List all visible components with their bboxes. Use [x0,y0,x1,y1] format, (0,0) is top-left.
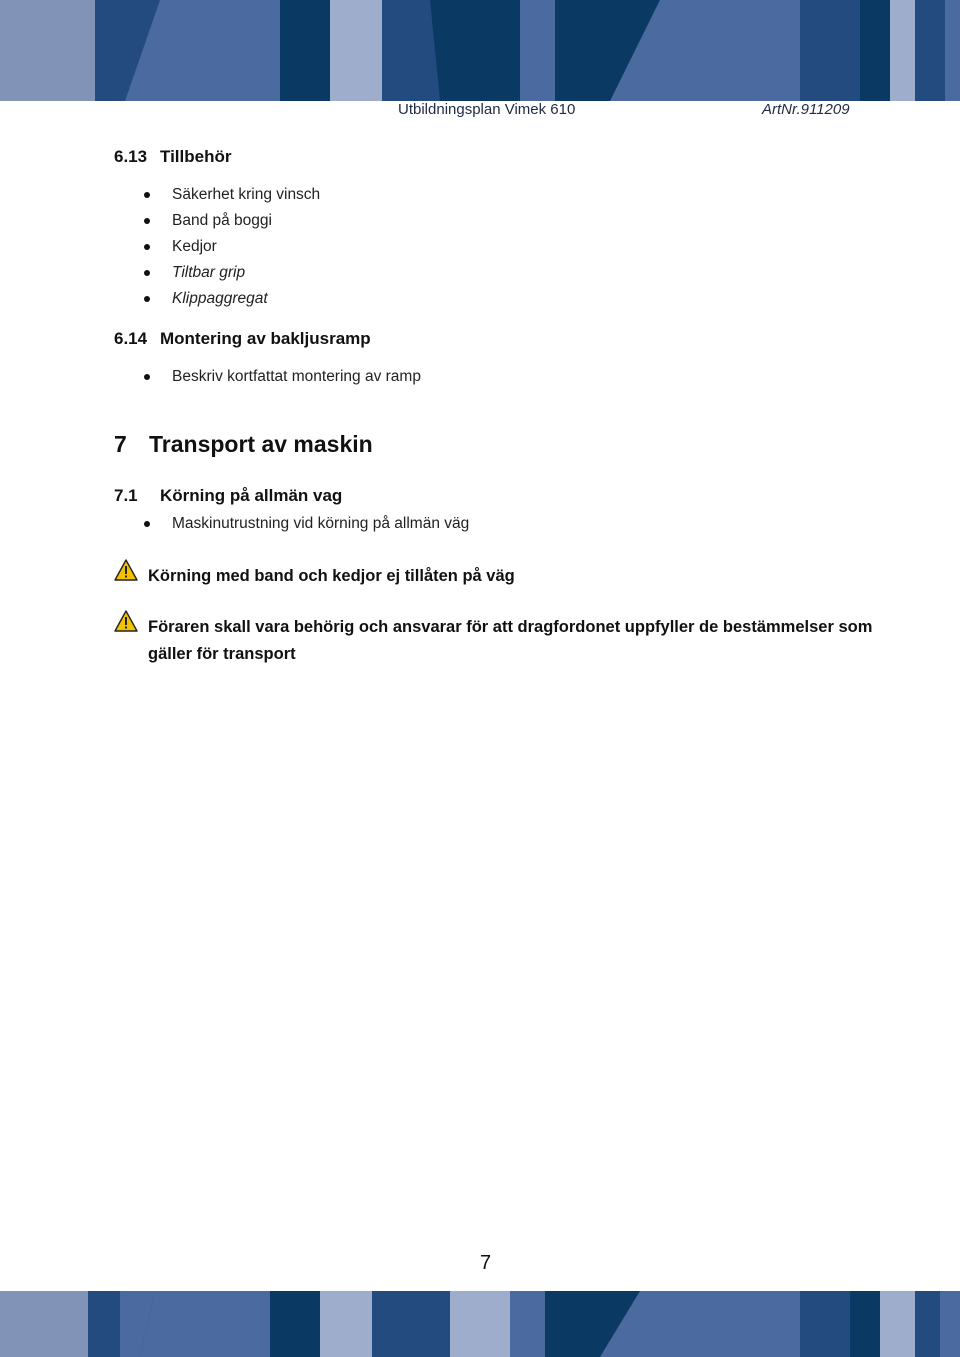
warning-notice [114,563,874,590]
list-item: Klippaggregat [0,288,320,314]
warning-icon [114,559,138,581]
bullet-icon [144,192,150,198]
heading-6-14 [114,329,371,349]
heading-number: 7.1 [114,486,138,505]
heading-title: Körning på allmän vag [160,486,343,505]
bullet-icon [144,270,150,276]
heading-number: 6.13 [114,147,148,166]
heading-title: Tillbehör [160,147,232,166]
list-item: Tiltbar grip [0,262,320,288]
heading-title: Transport av maskin [149,431,373,457]
header-decorative-band [0,0,960,101]
footer-decorative-band [0,1291,960,1357]
warning-text: Körning med band och kedjor ej tillåten på väg [148,567,515,585]
bullet-icon [144,244,150,250]
warning-text: Föraren skall vara behörig och ansvarar för att dragfordonet uppfyller de bestämmelser som gäller för transport [148,618,873,663]
list-item: Beskriv kortfattat montering av ramp [0,366,421,392]
page-number: 7 [480,1252,492,1274]
header-band-graphic [0,0,960,101]
list-6-13 [0,184,320,314]
heading-number: 6.14 [114,329,148,348]
article-number: ArtNr.911209 [762,101,850,118]
bullet-icon [144,521,150,527]
list-item: Band på boggi [0,210,320,236]
warning-notice [114,614,874,668]
document-title: Utbildningsplan Vimek 610 [398,101,576,118]
bullet-icon [144,296,150,302]
list-item: Säkerhet kring vinsch [0,184,320,210]
bullet-icon [144,374,150,380]
list-item: Maskinutrustning vid körning på allmän väg [0,513,469,539]
warning-icon [114,610,138,632]
list-6-14 [0,366,421,392]
heading-number: 7 [114,431,127,457]
list-item: Kedjor [0,236,320,262]
list-7-1 [0,513,469,539]
heading-7-1 [114,486,342,506]
heading-6-13 [114,147,231,167]
heading-7 [114,431,373,458]
bullet-icon [144,218,150,224]
heading-title: Montering av bakljusramp [160,329,371,348]
footer-band-graphic [0,1291,960,1357]
